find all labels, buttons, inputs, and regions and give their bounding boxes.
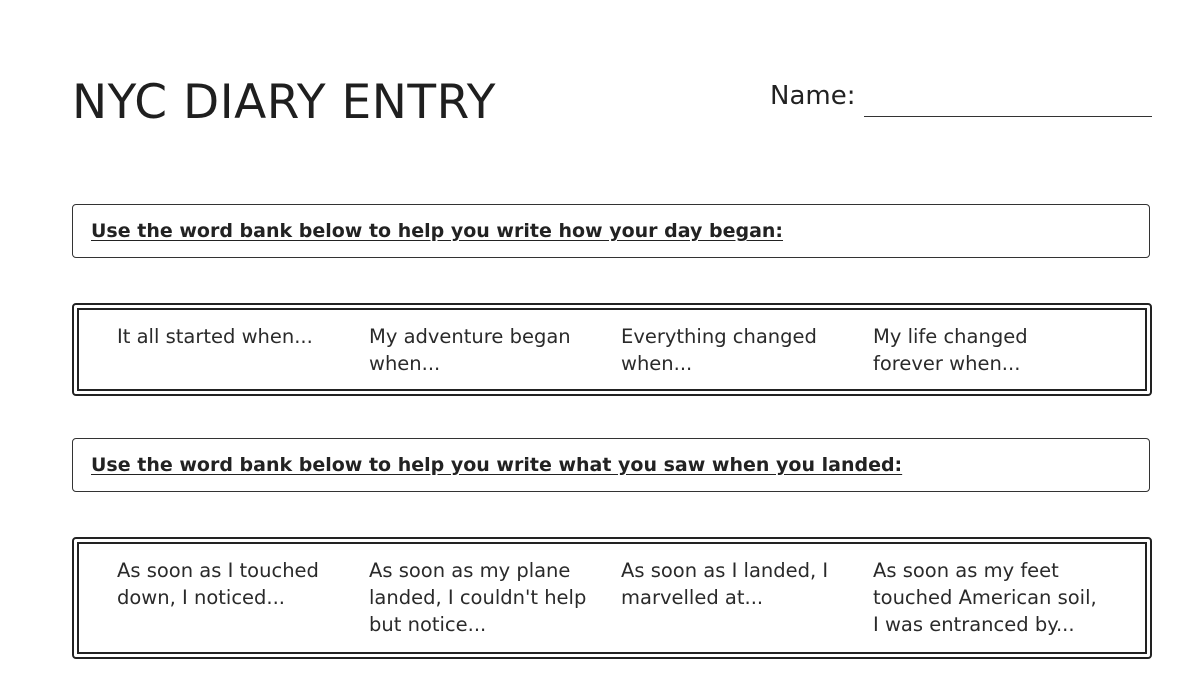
prompt-box-day-began (72, 204, 1150, 258)
name-write-line (864, 116, 1152, 117)
word-bank-item: My adventure began when... (369, 325, 571, 375)
name-label: Name: (770, 81, 856, 111)
word-bank-item: It all started when... (117, 325, 313, 348)
page-title: NYC DIARY ENTRY (72, 75, 496, 130)
prompt-box-when-landed (72, 438, 1150, 492)
word-bank-item: As soon as my feet touched American soil, I was entranced by... (873, 559, 1097, 636)
word-bank-item: As soon as my plane landed, I couldn't help but notice... (369, 559, 587, 636)
word-bank-frame (77, 542, 1147, 654)
word-bank-item: Everything changed when... (621, 325, 817, 375)
word-bank-item: As soon as I landed, I marvelled at... (621, 559, 829, 609)
word-bank-day-began (72, 303, 1152, 396)
name-field-group (770, 76, 1152, 120)
prompt-text: Use the word bank below to help you write how your day began: (91, 220, 784, 242)
word-bank-when-landed (72, 537, 1152, 659)
word-bank-item: As soon as I touched down, I noticed... (117, 559, 319, 609)
prompt-text: Use the word bank below to help you write what you saw when you landed: (91, 454, 903, 476)
word-bank-frame (77, 308, 1147, 391)
word-bank-item: My life changed forever when... (873, 325, 1028, 375)
